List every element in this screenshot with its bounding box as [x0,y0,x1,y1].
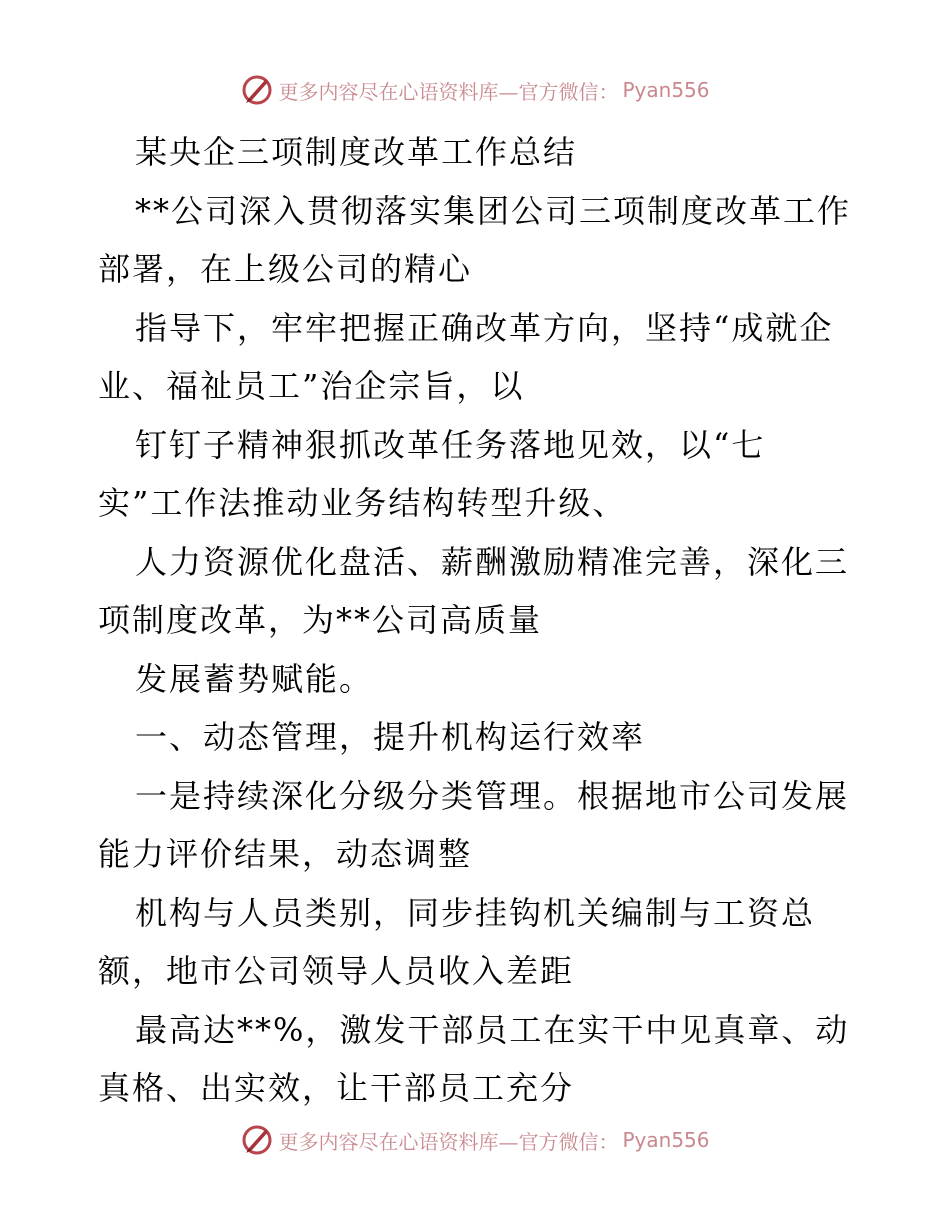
watermark-wechat-id: Pyan556 [622,78,710,102]
paragraph-line: 机构与人员类别，同步挂钩机关编制与工资总 [135,893,816,932]
paragraph-line: 额，地市公司领导人员收入差距 [98,952,575,990]
document-title: 某央企三项制度改革工作总结 [135,133,578,171]
document-body [98,123,858,1118]
paragraph-line: 业、福祉员工”治企宗旨，以 [98,367,525,405]
paragraph-line: 一是持续深化分级分类管理。根据地市公司发展 [135,776,850,815]
paragraph-line: 部署，在上级公司的精心 [98,250,473,288]
footer-watermark [0,1120,950,1160]
paragraph-line: 人力资源优化盘活、薪酬激励精准完善，深化三 [135,542,850,581]
paragraph-line: 钉钉子精神狠抓改革任务落地见效，以“七 [135,425,766,464]
header-watermark [0,70,950,110]
paragraph-line: 能力评价结果，动态调整 [98,835,473,873]
watermark-text: 更多内容尽在心语资料库—官方微信： [278,79,619,104]
section-heading: 一、动态管理，提升机构运行效率 [135,718,646,756]
paragraph-line: 项制度改革，为**公司高质量 [98,601,543,639]
paragraph-line: 指导下，牢牢把握正确改革方向，坚持“成就企 [135,308,834,347]
quill-pen-circle-icon [240,1123,274,1157]
paragraph-line: 发展蓄势赋能。 [135,659,374,698]
quill-pen-circle-icon [240,73,274,107]
paragraph-line: 真格、出实效，让干部员工充分 [98,1069,575,1107]
watermark-inner [240,73,709,107]
paragraph-line: **公司深入贯彻落实集团公司三项制度改革工作 [135,191,852,230]
paragraph-line: 实”工作法推动业务结构转型升级、 [98,484,627,522]
watermark-wechat-id: Pyan556 [622,1128,710,1152]
paragraph-line: 最高达**%，激发干部员工在实干中见真章、动 [135,1010,850,1049]
watermark-text: 更多内容尽在心语资料库—官方微信： [278,1129,619,1154]
watermark-inner [240,1123,709,1157]
